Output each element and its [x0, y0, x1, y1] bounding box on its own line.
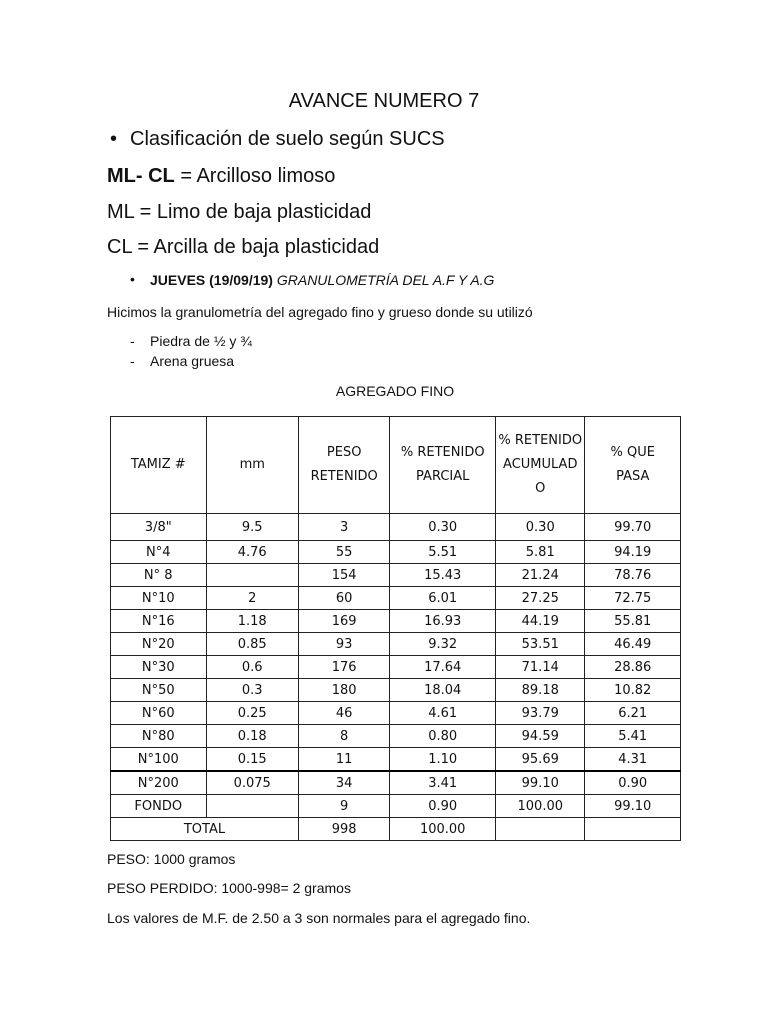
table-row [111, 610, 681, 633]
header-cell: % RETENIDO PARCIAL [390, 417, 496, 514]
table-cell: 44.19 [496, 610, 585, 633]
table-cell: 95.69 [496, 748, 585, 772]
table-cell: 3/8" [111, 514, 207, 541]
table-cell: 16.93 [390, 610, 496, 633]
table-cell: 0.80 [390, 725, 496, 748]
table-cell [206, 564, 298, 587]
table-cell: 55 [298, 541, 389, 564]
bullet-dot-icon: • [110, 128, 118, 150]
definition-code: CL [107, 236, 132, 258]
table-cell: 0.3 [206, 679, 298, 702]
table-cell: FONDO [111, 795, 207, 818]
material-label: Arena gruesa [150, 353, 235, 369]
table-cell: 46.49 [585, 633, 681, 656]
definition-text: = Arcilla de baja plasticidad [131, 236, 380, 258]
table-cell: 0.25 [206, 702, 298, 725]
definition-ml-cl [107, 165, 335, 188]
table-cell: 5.41 [585, 725, 681, 748]
peso-perdido-text: PESO PERDIDO: 1000-998= 2 gramos [107, 880, 351, 896]
table-cell: N°10 [111, 587, 207, 610]
bullet-day [130, 271, 495, 288]
empty-cell [496, 818, 585, 841]
table-cell: 169 [298, 610, 389, 633]
header-cell: mm [206, 417, 298, 514]
table-cell: N° 8 [111, 564, 207, 587]
table-cell: 72.75 [585, 587, 681, 610]
header-cell: PESO RETENIDO [298, 417, 389, 514]
table-cell: 94.59 [496, 725, 585, 748]
table-cell: 0.6 [206, 656, 298, 679]
bullet-sucs [110, 128, 445, 151]
table-cell: 2 [206, 587, 298, 610]
bullet-sucs-text: Clasificación de suelo según SUCS [130, 128, 445, 150]
header-cell: % QUE PASA [585, 417, 681, 514]
table-row [111, 771, 681, 795]
table-cell: 1.18 [206, 610, 298, 633]
table-cell: 21.24 [496, 564, 585, 587]
table-cell: 53.51 [496, 633, 585, 656]
table-cell: 4.31 [585, 748, 681, 772]
table-cell: N°50 [111, 679, 207, 702]
table-cell: 3 [298, 514, 389, 541]
total-row [111, 818, 681, 841]
table-cell: N°20 [111, 633, 207, 656]
definition-code: ML [107, 201, 135, 223]
table-cell: 15.43 [390, 564, 496, 587]
day-date: JUEVES (19/09/19) [150, 272, 273, 288]
page-title: AVANCE NUMERO 7 [288, 90, 480, 112]
table-cell: 78.76 [585, 564, 681, 587]
material-label: Piedra de ½ y ¾ [150, 333, 252, 349]
table-cell: 176 [298, 656, 389, 679]
table-row [111, 587, 681, 610]
table-cell: N°30 [111, 656, 207, 679]
table-row [111, 514, 681, 541]
table-row [111, 725, 681, 748]
table-row [111, 748, 681, 772]
table-cell: 99.10 [496, 771, 585, 795]
table-cell: 5.51 [390, 541, 496, 564]
bullet-dot-icon: • [130, 271, 135, 287]
definition-ml [107, 201, 371, 224]
intro-text: Hicimos la granulometría del agregado fino y grueso donde su utilizó [107, 304, 533, 320]
table-row [111, 679, 681, 702]
table-cell: 0.18 [206, 725, 298, 748]
table-cell: 0.85 [206, 633, 298, 656]
table-cell: 0.90 [390, 795, 496, 818]
table-cell: 28.86 [585, 656, 681, 679]
table-row [111, 656, 681, 679]
table-cell: 99.10 [585, 795, 681, 818]
table-cell: 94.19 [585, 541, 681, 564]
material-item [130, 353, 235, 369]
table-cell: 6.21 [585, 702, 681, 725]
table-cell [206, 795, 298, 818]
table-title: AGREGADO FINO [335, 383, 455, 399]
empty-cell [585, 818, 681, 841]
total-label: TOTAL [111, 818, 299, 841]
table-cell: 5.81 [496, 541, 585, 564]
table-cell: 71.14 [496, 656, 585, 679]
table-cell: 0.30 [390, 514, 496, 541]
dash-icon: - [130, 353, 135, 369]
table-cell: 34 [298, 771, 389, 795]
table-cell: 6.01 [390, 587, 496, 610]
table-cell: 99.70 [585, 514, 681, 541]
table-cell: N°60 [111, 702, 207, 725]
table-cell: 8 [298, 725, 389, 748]
table-cell: N°200 [111, 771, 207, 795]
definition-text: = Arcilloso limoso [174, 165, 336, 187]
total-parcial: 100.00 [390, 818, 496, 841]
table-cell: 1.10 [390, 748, 496, 772]
table-cell: 10.82 [585, 679, 681, 702]
total-peso: 998 [298, 818, 389, 841]
table-cell: 46 [298, 702, 389, 725]
table-cell: 93 [298, 633, 389, 656]
table-cell: 9.32 [390, 633, 496, 656]
definition-cl [107, 236, 379, 259]
note-text: Los valores de M.F. de 2.50 a 3 son normales para el agregado fino. [107, 910, 531, 926]
definition-text: = Limo de baja plasticidad [134, 201, 372, 223]
day-topic: GRANULOMETRÍA DEL A.F Y A.G [272, 272, 495, 288]
table-cell: 0.90 [585, 771, 681, 795]
table-row [111, 633, 681, 656]
definition-code: ML- CL [107, 165, 175, 187]
header-cell: % RETENIDO ACUMULADO [496, 417, 585, 514]
table-cell: 0.075 [206, 771, 298, 795]
table-cell: 27.25 [496, 587, 585, 610]
table-cell: 4.61 [390, 702, 496, 725]
table-cell: 180 [298, 679, 389, 702]
table-cell: 93.79 [496, 702, 585, 725]
table-cell: N°80 [111, 725, 207, 748]
table-cell: 89.18 [496, 679, 585, 702]
header-cell: TAMIZ # [111, 417, 207, 514]
table-cell: 0.15 [206, 748, 298, 772]
table-cell: 11 [298, 748, 389, 772]
table-cell: 55.81 [585, 610, 681, 633]
table-cell: 0.30 [496, 514, 585, 541]
table-cell: 18.04 [390, 679, 496, 702]
table-cell: N°100 [111, 748, 207, 772]
table-cell: 60 [298, 587, 389, 610]
table-row [111, 541, 681, 564]
table-cell: 154 [298, 564, 389, 587]
granulometry-table [110, 416, 681, 841]
table-row [111, 702, 681, 725]
dash-icon: - [130, 333, 135, 349]
table-row [111, 795, 681, 818]
table-cell: 9.5 [206, 514, 298, 541]
table-cell: N°4 [111, 541, 207, 564]
material-item [130, 333, 252, 349]
table-cell: 4.76 [206, 541, 298, 564]
table-row [111, 564, 681, 587]
peso-text: PESO: 1000 gramos [107, 851, 236, 867]
table-cell: 100.00 [496, 795, 585, 818]
table-cell: 3.41 [390, 771, 496, 795]
table-cell: 17.64 [390, 656, 496, 679]
table-cell: 9 [298, 795, 389, 818]
table-header-row [111, 417, 681, 514]
table-cell: N°16 [111, 610, 207, 633]
